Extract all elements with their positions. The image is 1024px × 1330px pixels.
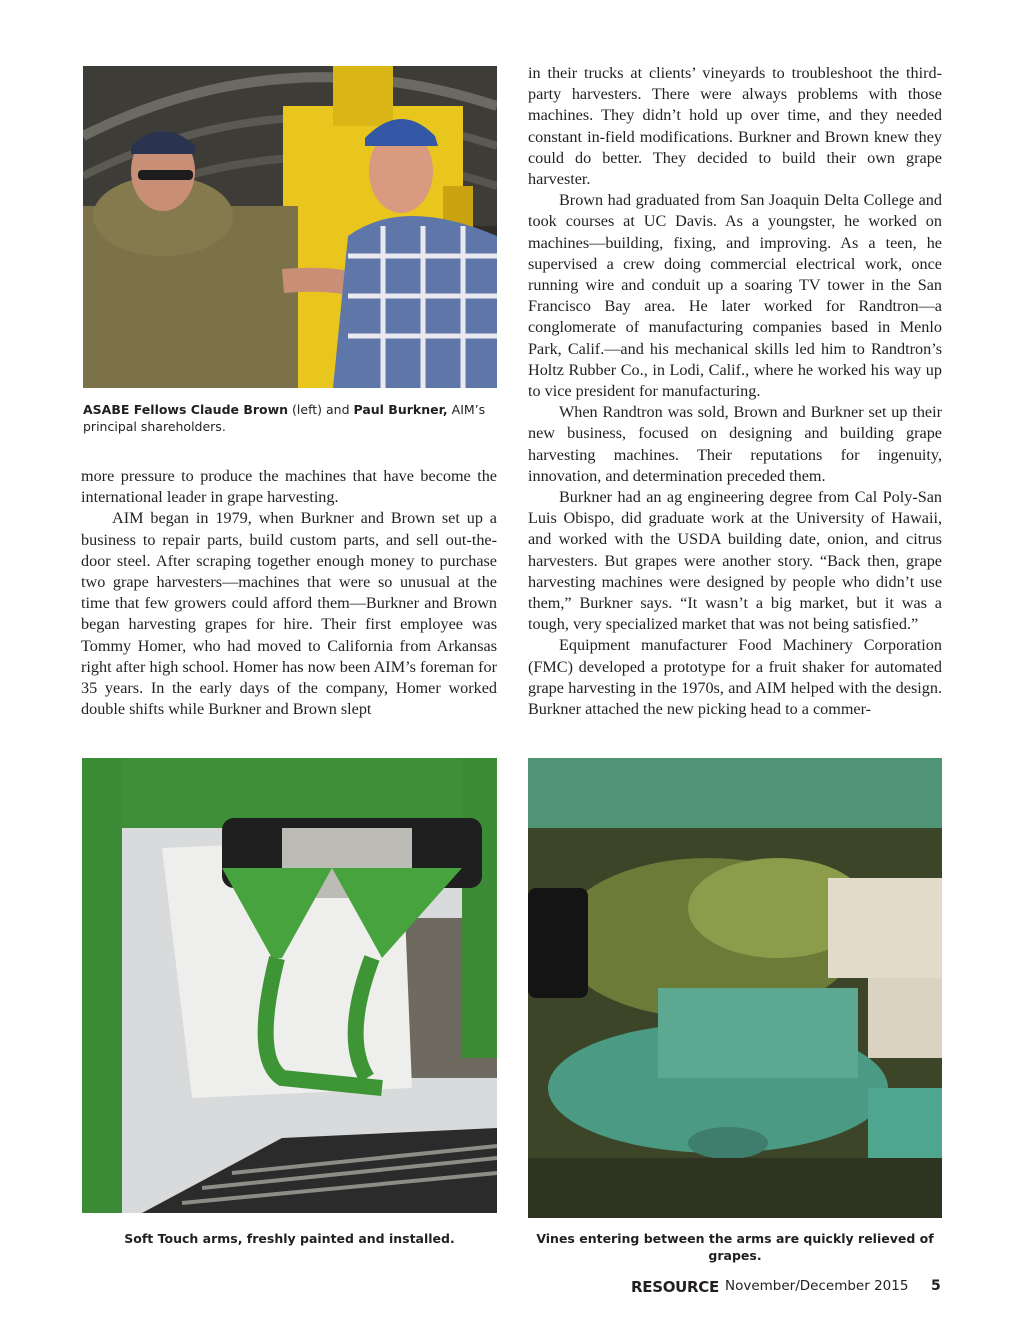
photo-soft-touch-arms: [82, 758, 497, 1213]
photo-caption-soft-touch: Soft Touch arms, freshly painted and installed.: [124, 1231, 455, 1246]
caption-text-shareholders: AIM’s principal shareholders.: [83, 402, 486, 434]
photo-caption-vines: Vines entering between the arms are quickly relieved of grapes.: [536, 1231, 934, 1263]
photo-caption-shareholders: [83, 401, 497, 435]
caption-text-left: (left) and: [288, 402, 354, 417]
footer-page-number: 5: [931, 1278, 941, 1294]
right-paragraph-2: Brown had graduated from San Joaquin Delta College and took courses at UC Davis. As a youngster, he worked on machines—building, fixing, and improving. As a teen, he supervised a crew doing commercial electrical work, once running wire and conduit up a soaring TV tower in the San Francisco Bay area. He later worked for Randtron—a conglomerate of manufacturing companies based in Menlo Park, Calif.—and his mechanical skills led him to Randtron’s Holtz Rubber Co., in Lodi, Calif., where he worked his way up to vice president for manufacturing.: [528, 191, 942, 401]
footer-magazine-name: RESOURCE: [631, 1278, 719, 1296]
right-paragraph-1: in their trucks at clients’ vineyards to troubleshoot the third-party harvesters. There were always problems with those machines. They didn’t hold up over time, and they needed constant in-field modifications. Burkner and Brown knew they could do better. They decided to build their own grape harvester.: [528, 64, 942, 189]
left-paragraph-1: more pressure to produce the machines that have become the international leader in grape harvesting.: [81, 467, 497, 507]
right-paragraph-3: When Randtron was sold, Brown and Burkner set up their new business, focused on designing and building grape harvesting machines. Their reputations for ingenuity, innovation, and determination preceded them.: [528, 403, 942, 485]
left-text-column: [81, 466, 497, 720]
footer-issue-date: November/December 2015: [725, 1278, 909, 1294]
caption-name-burkner: Paul Burkner,: [353, 402, 448, 417]
right-paragraph-5: Equipment manufacturer Food Machinery Corporation (FMC) developed a prototype for a fruit shaker for automated grape harvesting in the 1970s, and AIM helped with the design. Burkner attached the new picking head to a commer-: [528, 636, 942, 719]
right-text-column: [528, 63, 942, 720]
photo-shareholders: [83, 66, 497, 388]
left-paragraph-2: AIM began in 1979, when Burkner and Brown set up a business to repair parts, build custom parts, and sell out-the-door steel. After scraping together enough money to purchase two grape harvesters—machines that were so unusual at the time that few growers could afford them—Burkner and Brown began harvesting grapes for hire. Their first employee was Tommy Homer, who had moved to California from Arkansas right after high school. Homer has now been AIM’s foreman for 35 years. In the early days of the company, Homer worked double shifts while Burkner and Brown slept: [81, 509, 497, 719]
right-paragraph-4: Burkner had an ag engineering degree from Cal Poly-San Luis Obispo, did graduate work at the University of Hawaii, and worked with the USDA building date, onion, and citrus harvesters. But grapes were another story. “Back then, grape harvesting machines were designed by people who didn’t use them,” Burkner says. “It wasn’t a big market, but it was a tough, very specialized market that was not being satisfied.”: [528, 488, 942, 634]
caption-name-brown: ASABE Fellows Claude Brown: [83, 402, 289, 417]
photo-vines-entering-arms: [528, 758, 942, 1218]
